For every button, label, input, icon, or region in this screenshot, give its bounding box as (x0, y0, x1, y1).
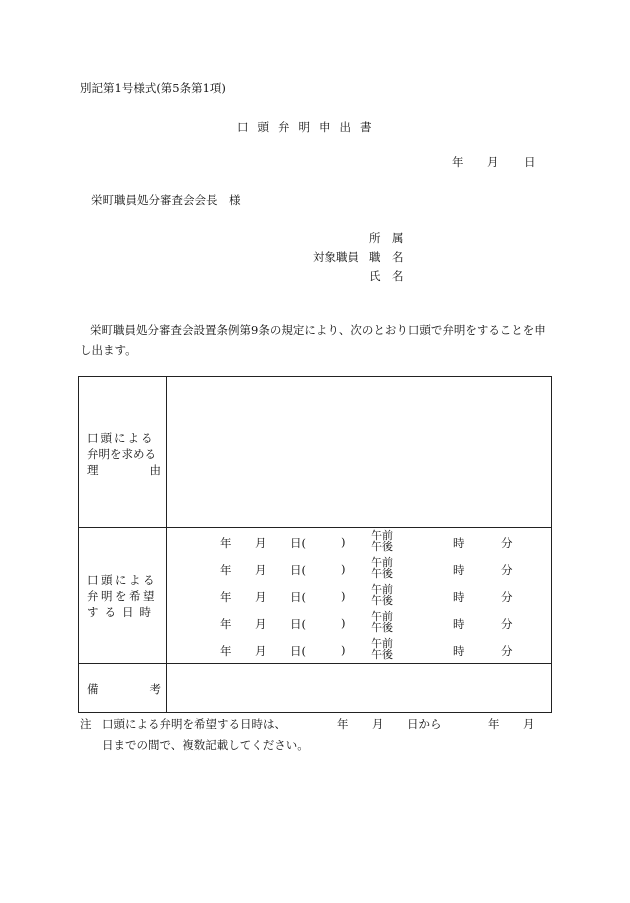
datetime-day: 日( (290, 617, 306, 631)
note-year: 年 (337, 717, 349, 731)
remarks-label-text: 備 考 (87, 682, 161, 696)
datetime-month: 月 (255, 563, 267, 577)
remarks-label (87, 681, 161, 697)
reason-label (87, 430, 161, 478)
pm-option[interactable]: 午後 (371, 621, 393, 634)
target-employee-block (313, 229, 433, 286)
datetime-year: 年 (220, 617, 232, 631)
datetime-year: 年 (220, 590, 232, 604)
form-code: 別記第1号様式(第5条第1項) (80, 81, 226, 95)
datetime-year: 年 (220, 644, 232, 658)
row-divider (79, 527, 551, 528)
datetime-minute: 分 (501, 536, 513, 550)
am-option[interactable]: 午前 (371, 583, 393, 596)
datetime-hour: 時 (453, 590, 465, 604)
datetime-close: ) (341, 643, 346, 657)
datetime-minute: 分 (501, 563, 513, 577)
note-day-from: 日から (407, 717, 442, 731)
datetime-minute: 分 (501, 644, 513, 658)
datetime-month: 月 (255, 590, 267, 604)
pm-option[interactable]: 午後 (371, 594, 393, 607)
am-option[interactable]: 午前 (371, 637, 393, 650)
field-name: 氏 名 (369, 269, 404, 283)
note-year-2: 年 (488, 717, 500, 731)
datetime-row[interactable] (167, 637, 547, 663)
datetime-day: 日( (290, 536, 306, 550)
datetime-hour: 時 (453, 617, 465, 631)
pm-option[interactable]: 午後 (371, 567, 393, 580)
am-option[interactable]: 午前 (371, 529, 393, 542)
datetime-month: 月 (255, 644, 267, 658)
datetime-hour: 時 (453, 644, 465, 658)
datetime-year: 年 (220, 536, 232, 550)
datetime-row[interactable] (167, 610, 547, 636)
datetime-row[interactable] (167, 556, 547, 582)
field-position: 職 名 (369, 250, 404, 264)
datetime-minute: 分 (501, 590, 513, 604)
note-month-2: 月 (523, 717, 535, 731)
datetime-day: 日( (290, 644, 306, 658)
datetime-month: 月 (255, 536, 267, 550)
datetime-close: ) (341, 616, 346, 630)
note-month: 月 (372, 717, 384, 731)
addressee: 栄町職員処分審査会会長 様 (91, 193, 241, 207)
note-prefix: 注 (80, 717, 92, 731)
date-month: 月 (487, 155, 499, 169)
remarks-input-area[interactable] (167, 664, 551, 712)
am-pm-choice[interactable] (371, 530, 393, 552)
note-text: 口頭による弁明を希望する日時は、 (102, 717, 286, 731)
reason-input-area[interactable] (167, 377, 551, 527)
datetime-year: 年 (220, 563, 232, 577)
am-pm-choice[interactable] (371, 611, 393, 633)
target-employee-label: 対象職員 (313, 250, 359, 264)
datetime-day: 日( (290, 590, 306, 604)
date-day: 日 (524, 155, 536, 169)
am-pm-choice[interactable] (371, 584, 393, 606)
am-pm-choice[interactable] (371, 638, 393, 660)
am-option[interactable]: 午前 (371, 556, 393, 569)
datetime-hour: 時 (453, 536, 465, 550)
datetime-close: ) (341, 589, 346, 603)
document-title: 口頭弁明申出書 (237, 120, 381, 134)
reason-label-line: 口頭による (87, 431, 155, 445)
note-line-1 (80, 716, 535, 732)
datetime-row[interactable] (167, 583, 547, 609)
am-pm-choice[interactable] (371, 557, 393, 579)
note-line-2: 日までの間で、複数記載してください。 (102, 738, 309, 752)
date-year: 年 (452, 155, 464, 169)
field-affiliation: 所 属 (369, 231, 404, 245)
pm-option[interactable]: 午後 (371, 648, 393, 661)
request-table (78, 376, 552, 713)
pm-option[interactable]: 午後 (371, 540, 393, 553)
datetime-label: 口頭による 弁明を希望 する日時 (87, 573, 157, 619)
datetime-month: 月 (255, 617, 267, 631)
datetime-close: ) (341, 535, 346, 549)
am-option[interactable]: 午前 (371, 610, 393, 623)
datetime-day: 日( (290, 563, 306, 577)
datetime-hour: 時 (453, 563, 465, 577)
body-text: 栄町職員処分審査会設置条例第9条の規定により、次のとおり口頭で弁明をすることを申し出ます。 (80, 323, 546, 357)
reason-label-line: 弁明を求める (87, 447, 156, 461)
datetime-row[interactable] (167, 529, 547, 555)
reason-label-line: 理 由 (87, 463, 161, 477)
datetime-close: ) (341, 562, 346, 576)
datetime-minute: 分 (501, 617, 513, 631)
